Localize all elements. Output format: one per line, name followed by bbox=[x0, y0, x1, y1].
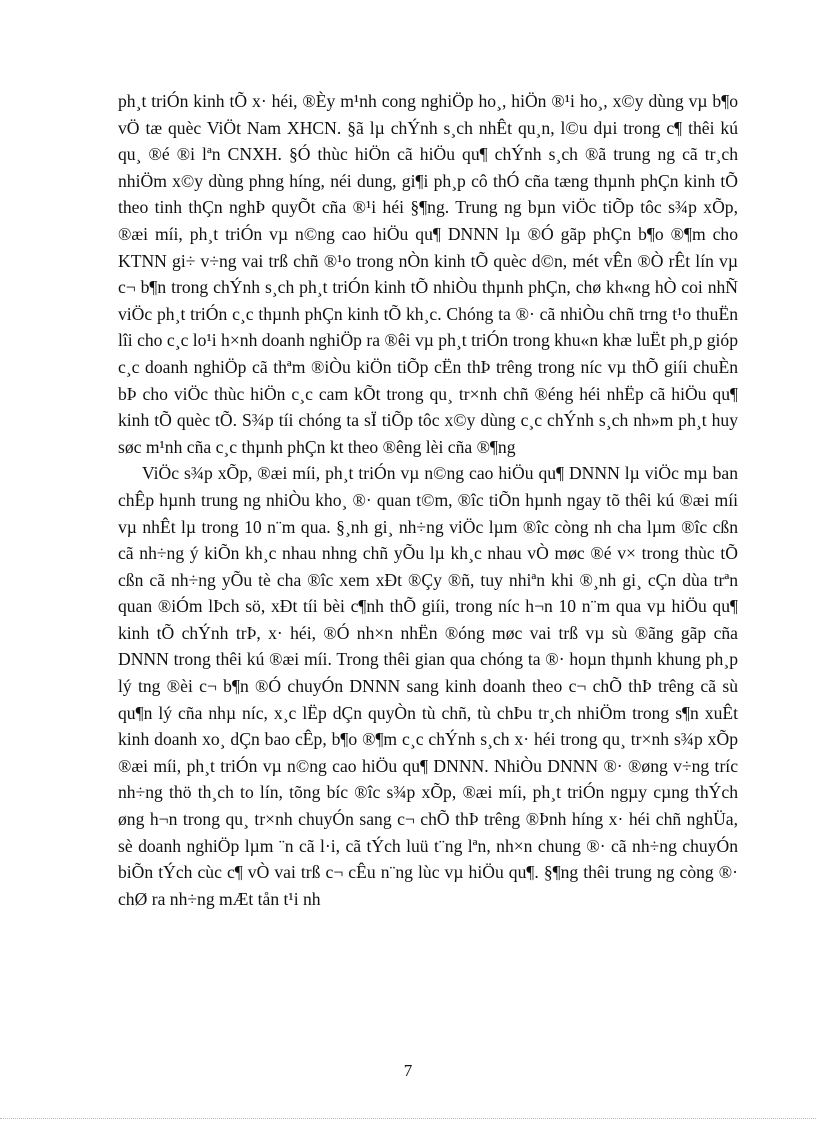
body-text bbox=[118, 88, 738, 912]
paragraph-1: ph¸t triÓn kinh tÕ x· héi, ®Èy m¹nh cong nghiÖp ho¸, hiÖn ®¹i ho¸, x©y dùng vµ b¶o vÖ tæ quèc ViÖt Nam XHCN. §ã lµ chÝnh s¸ch nhÊt qu¸n, l©u dµi trong c¶ thêi kú qu¸ ®é ®i lªn CNXH. §Ó thùc hiÖn cã hiÖu qu¶ chÝnh s¸ch ®ã trung ng cã tr¸ch nhiÖm x©y dùng phng híng, néi dung, gi¶i ph¸p cô thÓ cña tæng thµnh phÇn kinh tÕ theo tinh thÇn nghÞ quyÕt cña ®¹i héi §¶ng. Trung ng bµn viÖc tiÕp tôc s¾p xÕp, ®æi míi, ph¸t triÓn vµ n©ng cao hiÖu qu¶ DNNN lµ ®Ó gãp phÇn b¶o ®¶m cho KTNN gi÷ v÷ng vai trß chñ ®¹o trong nÒn kinh tÕ quèc d©n, mét vÊn ®Ò rÊt lín vµ c¬ b¶n trong chÝnh s¸ch ph¸t triÓn kinh tÕ nhiÒu thµnh phÇn, chø kh«ng hÒ coi nhÑ viÖc ph¸t triÓn c¸c thµnh phÇn kinh tÕ kh¸c. Chóng ta ®· cã nhiÒu chñ trng t¹o thuËn lîi cho c¸c lo¹i h×nh doanh nghiÖp ra ®êi vµ ph¸t triÓn trong khu«n khæ luËt ph¸p gióp c¸c doanh nghiÖp cã thªm ®iÒu kiÖn tiÕp cËn thÞ trêng trong níc vµ thÕ giíi chuÈn bÞ cho viÖc thùc hiÖn c¸c cam kÕt trong qu¸ tr×nh chñ ®éng héi nhËp cã hiÖu qu¶ kinh tÕ quèc tÕ. S¾p tíi chóng ta sÏ tiÕp tôc x©y dùng c¸c chÝnh s¸ch nh»m ph¸t huy søc m¹nh cña c¸c thµnh phÇn kt theo ®êng lèi cña ®¶ng bbox=[118, 91, 738, 457]
paragraph-2: ViÖc s¾p xÕp, ®æi míi, ph¸t triÓn vµ n©ng cao hiÖu qu¶ DNNN lµ viÖc mµ ban chÊp hµnh trung ng nhiÒu kho¸ ®· quan t©m, ®îc tiÕn hµnh ngay tõ thêi kú ®æi míi vµ nhÊt lµ trong 10 n¨m qua. §¸nh gi¸ nh÷ng viÖc lµm ®îc còng nh cha lµm ®îc cßn cã nh÷ng ý kiÕn kh¸c nhau nhng chñ yÕu lµ kh¸c nhau vÒ møc ®é v× trong thùc tÕ cßn cã nh÷ng yÕu tè cha ®îc xem xÐt ®Çy ®ñ, tuy nhiªn khi ®¸nh gi¸ cÇn dùa trªn quan ®iÓm lÞch sö, xÐt tíi bèi c¶nh thÕ giíi, trong níc h¬n 10 n¨m qua vµ hiÖu qu¶ kinh tÕ chÝnh trÞ, x· héi, ®Ó nh×n nhËn ®óng møc vai trß vµ sù ®ãng gãp cña DNNN trong thêi kú ®æi míi. Trong thêi gian qua chóng ta ®· hoµn thµnh khung ph¸p lý tng ®èi c¬ b¶n ®Ó chuyÓn DNNN sang kinh doanh theo c¬ chÕ thÞ trêng cã sù qu¶n lý cña nhµ níc, x¸c lËp dÇn quyÒn tù chñ, tù chÞu tr¸ch nhiÖm trong s¶n xuÊt kinh doanh xo¸ dÇn bao cÊp, b¶o ®¶m c¸c chÝnh s¸ch x· héi trong qu¸ tr×nh s¾p xÕp ®æi míi, ph¸t triÓn vµ n©ng cao hiÖu qu¶ DNNN. NhiÒu DNNN ®· ®øng v÷ng tríc nh÷ng thö th¸ch to lín, tõng bíc ®îc s¾p xÕp, ®æi míi, ph¸t triÓn ngµy cµng thÝch øng h¬n trong qu¸ tr×nh chuyÓn sang c¬ chÕ thÞ trêng ®Þnh híng x· héi chñ nghÜa, sè doanh nghiÖp lµm ¨n cã l·i, cã tÝch luü t¨ng lªn, nh×n chung ®· cã nh÷ng chuyÓn biÕn tÝch cùc c¶ vÒ vai trß c¬ cÊu n¨ng lùc vµ hiÖu qu¶. §¶ng thêi trung ng còng ®· chØ ra nh÷ng mÆt tån t¹i nh bbox=[118, 463, 738, 909]
page-bottom-divider bbox=[0, 1118, 816, 1119]
page-number: 7 bbox=[403, 1061, 413, 1080]
